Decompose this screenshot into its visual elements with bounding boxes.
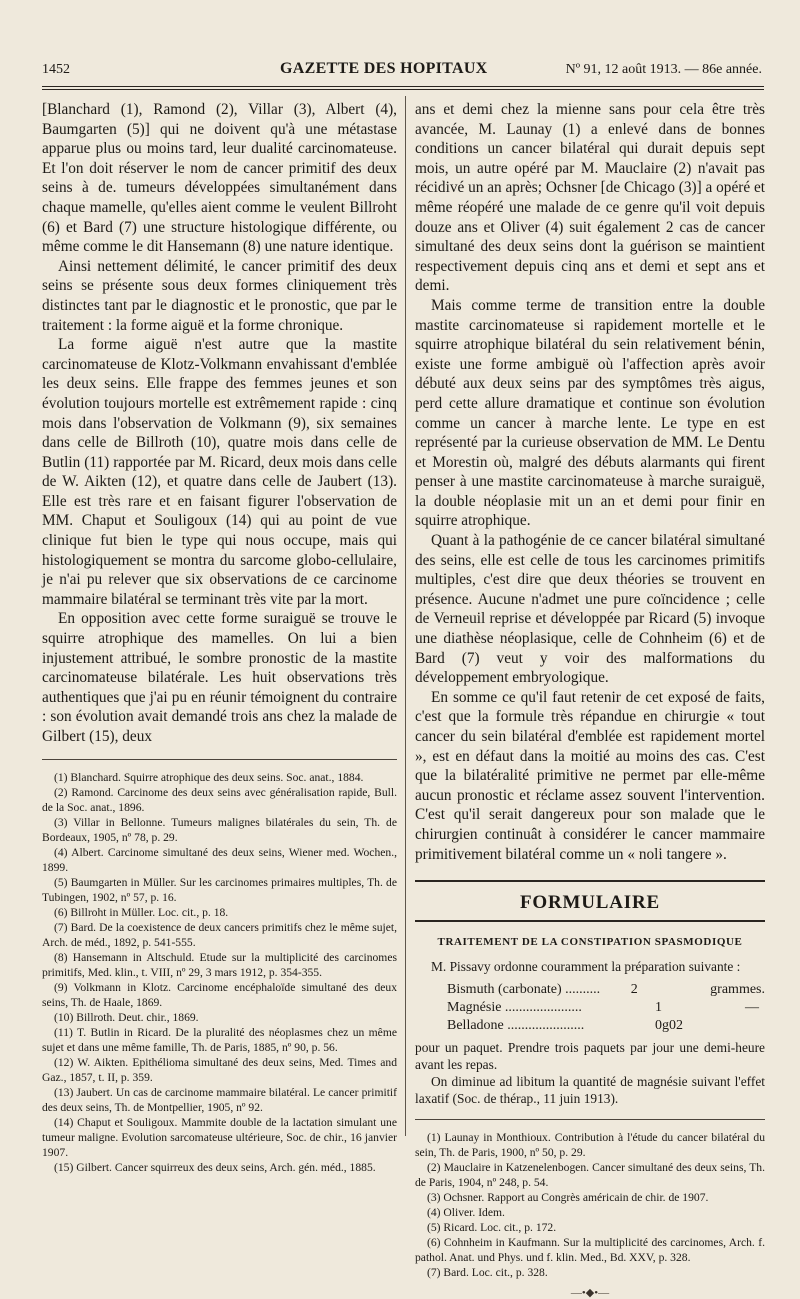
left-column: [42, 100, 397, 1175]
body-paragraph: En somme ce qu'il faut retenir de cet exposé de faits, c'est que la formule très répandue en chirurgie « tout cancer du sein bilatéral d'emblée est rapidement mortel », est en défaut dans la moitié au moins des cas. C'est que la bilatéralité primitive ne permet par elle-même aucun pronostic et réclame assez souvent l'intervention. C'est qu'il serait dangereux pour son malade que le chirurgien continuât à considérer le cancer mammaire primitivement bilatéral comme un « noli tangere ».: [415, 688, 765, 863]
formula-row: [415, 1017, 765, 1035]
footnote: (15) Gilbert. Cancer squirreux des deux seins, Arch. gén. méd., 1885.: [54, 1160, 376, 1174]
body-paragraph: La forme aiguë n'est autre que la mastite carcinomateuse de Klotz-Volkmann envahissant d'emblée les deux seins. Elle frappe des femmes jeunes et son évolution toujours mortelle est extrêmement rapide : cinq mois dans l'observation de Volkmann (9), six semaines dans celle de Billroth (10), quatre mois dans celle de Butlin (11) rapportée par M. Ricard, deux mois dans celle de W. Aikten (12), et quatre dans celle de Jaubert (13). Elle est très rare et en faisant figurer l'observation de MM. Chaput et Souligoux (14) qui au point de vue clinique fut bien le type qui nous occupe, mais qui histologiquement se montra du sarcome globo-cellulaire, je n'ai pu relever que six observations de ce carcinome mammaire bilatéral se terminant très vite par la mort.: [42, 336, 397, 608]
footnote: (6) Cohnheim in Kaufmann. Sur la multiplicité des carcinomes, Arch. f. pathol. Anat. und Phys. und f. klin. Med., Bd. XXV, p. 328.: [415, 1236, 765, 1265]
journal-title: GAZETTE DES HOPITAUX: [280, 60, 488, 77]
footnotes-right: [415, 1119, 765, 1280]
ingredient-name: Magnésie ......................: [447, 1000, 582, 1016]
ingredient-qty: 0g02: [655, 1018, 683, 1034]
section-rule: [415, 880, 765, 882]
footnote: (1) Launay in Monthioux. Contribution à l'étude du cancer bilatéral du sein, Th. de Paris, 1900, nº 50, p. 29.: [415, 1131, 765, 1160]
footnote: (7) Bard. De la coexistence de deux cancers primitifs chez le même sujet, Arch. de méd., 1892, p. 541-555.: [42, 920, 397, 949]
formula-row: [415, 981, 765, 999]
footnote: (12) W. Aikten. Epithélioma simultané des deux seins, Med. Times and Gaz., 1857, t. II, p. 359.: [42, 1055, 397, 1084]
ingredient-unit: —: [745, 1000, 759, 1016]
header-rule-bottom: [42, 89, 764, 90]
ingredient-unit: grammes.: [710, 982, 765, 998]
footnote: (14) Chaput et Souligoux. Mammite double de la lactation simulant une tumeur maligne. Evolution sarcomateuse ultérieure, Soc. de chir., 16 janvier 1907.: [42, 1115, 397, 1159]
footnote: (2) Ramond. Carcinome des deux seins avec généralisation rapide, Bull. de la Soc. anat., 1896.: [42, 785, 397, 814]
body-paragraph: ans et demi chez la mienne sans pour cela être très avancée, M. Launay (1) a enlevé dans de bonnes conditions un cancer bilatéral qui durait depuis sept mois, un autre opéré par M. Mauclaire (2) n'avait pas récidivé un an après; Ochsner [de Chicago (3)] a opéré et même réopéré une malade de ce genre qu'il voit depuis douze ans et Oliver (4) suit également 2 cas de cancer simultané des deux seins dont la guérison se maintient respectivement depuis cinq ans et demi et sept ans et demi.: [415, 101, 765, 295]
footnote: (9) Volkmann in Klotz. Carcinome encéphaloïde simultané des deux seins, Th. de Haale, 1869.: [42, 980, 397, 1009]
footnote: (11) T. Butlin in Ricard. De la pluralité des néoplasmes chez un même sujet et dans une même famille, Th. de Paris, 1885, nº 90, p. 56.: [42, 1025, 397, 1054]
ingredient-name: Belladone ......................: [447, 1018, 585, 1034]
footnote: (6) Billroht in Müller. Loc. cit., p. 18.: [54, 905, 229, 919]
ingredient-qty: 1: [655, 1000, 662, 1016]
header-rule-top: [42, 86, 764, 87]
formula-instructions: pour un paquet. Prendre trois paquets par jour une demi-heure avant les repas.: [415, 1040, 765, 1073]
footnote: (7) Bard. Loc. cit., p. 328.: [427, 1266, 548, 1280]
footnote: (10) Billroth. Deut. chir., 1869.: [54, 1010, 199, 1024]
column-divider: [405, 96, 406, 1136]
footnote: (4) Albert. Carcinome simultané des deux seins, Wiener med. Wochen., 1899.: [42, 845, 397, 874]
formula-row: [415, 999, 765, 1017]
body-paragraph: Mais comme terme de transition entre la double mastite carcinomateuse si rapidement mortelle et le squirre atrophique bilatéral du sein relativement bénin, existe une forme ambiguë où l'affection après avoir débuté aux deux seins par des symptômes très aigus, perd cette allure dramatique et continue son évolution comme un cancer à marche lente. Le type en est représenté par la curieuse observation de MM. Le Dentu et Morestin où, malgré des débuts alarmants qui firent penser à une mastite carcinomateuse à marche suraiguë, la double néoplasie mit un an et demi pour finir en squirre atrophique.: [415, 296, 765, 530]
footnotes-left: [42, 759, 397, 1175]
end-ornament: —•◆•—: [570, 1287, 610, 1299]
footnote: (3) Ochsner. Rapport au Congrès américain de chir. de 1907.: [427, 1191, 709, 1205]
section-title: FORMULAIRE: [415, 890, 765, 922]
page-number: 1452: [42, 62, 70, 77]
right-column: [415, 100, 765, 1299]
body-paragraph: Quant à la pathogénie de ce cancer bilatéral simultané des seins, elle est celle de tous les carcinomes primitifs multiples, c'est dire que deux théories se trouvent en présence. Aucune n'admet une pure coïncidence ; celle de Verneuil reprise et développée par Ricard (5) invoque une diathèse néoplasique, celle de Cohnheim (6) et de Bard (7) veut y voir des malformations du développement embryologique.: [415, 532, 765, 687]
footnote: (8) Hansemann in Altschuld. Etude sur la multiplicité des carcinomes primitifs, Med. klin., t. VIII, nº 29, 3 mars 1912, p. 354-355.: [42, 950, 397, 979]
footnote: (5) Ricard. Loc. cit., p. 172.: [427, 1221, 557, 1235]
footnote: (2) Mauclaire in Katzenelenbogen. Cancer simultané des deux seins, Th. de Paris, 1904, nº 248, p. 54.: [415, 1161, 765, 1190]
footnote: (4) Oliver. Idem.: [427, 1206, 505, 1220]
body-paragraph: [Blanchard (1), Ramond (2), Villar (3), Albert (4), Baumgarten (5)] qui ne doivent qu'à une métastase apparue plus ou moins tard, leur dualité carcinomateuse. Et l'on doit réserver le nom de cancer primitif des deux seins à de. tumeurs développées simultanément dans chaque mamelle, qu'elles aient comme le veulent Billroht (6) et Bard (7) une structure histologique différente, ou même comme le dit Hansemann (8) une nature identique.: [42, 101, 397, 256]
formula-list: [415, 981, 765, 1035]
footnote: (13) Jaubert. Un cas de carcinome mammaire bilatéral. Le cancer primitif des deux seins, Th. de Montpellier, 1905, nº 92.: [42, 1085, 397, 1114]
issue-info: Nº 91, 12 août 1913. — 86e année.: [565, 62, 762, 77]
formula-intro: M. Pissavy ordonne couramment la préparation suivante :: [431, 959, 741, 975]
page-header: [42, 60, 762, 82]
footnote: (1) Blanchard. Squirre atrophique des deux seins. Soc. anat., 1884.: [54, 770, 364, 784]
footnote: (3) Villar in Bellonne. Tumeurs malignes bilatérales du sein, Th. de Bordeaux, 1905, nº 78, p. 29.: [42, 815, 397, 844]
ingredient-name: Bismuth (carbonate) ..........: [447, 982, 601, 998]
subsection-title: TRAITEMENT DE LA CONSTIPATION SPASMODIQUE: [437, 936, 743, 949]
footnote: (5) Baumgarten in Müller. Sur les carcinomes primaires multiples, Th. de Tubingen, 1902, nº 57, p. 16.: [42, 875, 397, 904]
formula-note: On diminue ad libitum la quantité de magnésie suivant l'effet laxatif (Soc. de thérap., 11 juin 1913).: [415, 1074, 765, 1107]
ingredient-qty: 2: [630, 982, 638, 998]
body-paragraph: En opposition avec cette forme suraiguë se trouve le squirre atrophique des mamelles. On lui a bien injustement attribué, le sombre pronostic de la mastite carcinomateuse bilatérale. Les huit observations très authentiques que j'ai pu en réunir témoignent du contraire : son évolution avait demandé trois ans chez la malade de Gilbert (15), deux: [42, 610, 397, 745]
body-paragraph: Ainsi nettement délimité, le cancer primitif des deux seins se présente sous deux formes cliniquement très distinctes tant par le diagnostic et le pronostic, que par le traitement : la forme aiguë et la forme chronique.: [42, 257, 397, 334]
